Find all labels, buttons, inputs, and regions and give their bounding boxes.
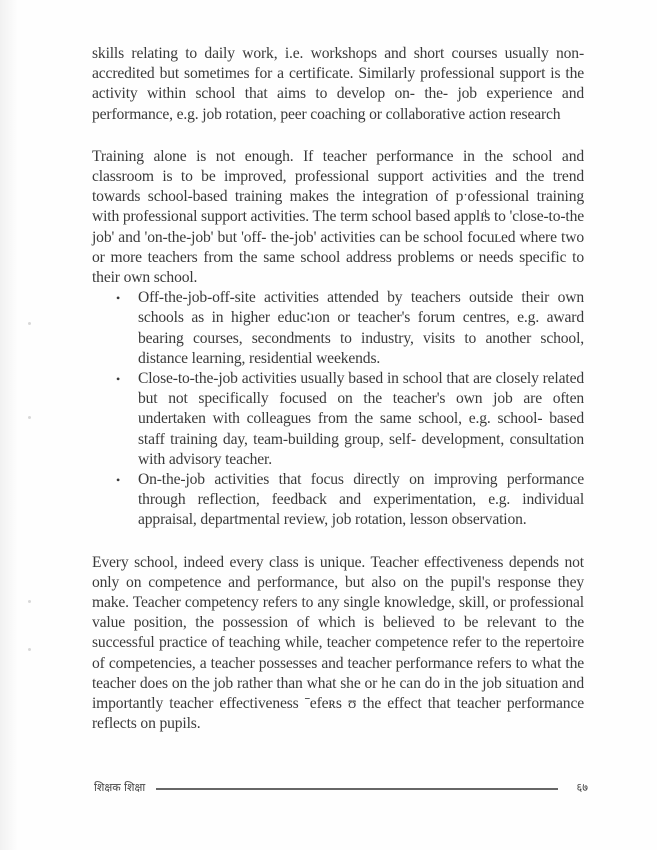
list-item-off-the-job <box>92 288 584 369</box>
scan-speck <box>28 416 31 419</box>
list-item-text: Close-to-the-job activities usually based in school that are closely related but not specifically focused on the teacher's own job are often undertaken with colleagues from the same school, e.g. school- based staff training day, team-building group, self- development, consultation with advisory teacher. <box>138 370 584 468</box>
list-item-close-to-the-job <box>92 369 584 470</box>
list-item-on-the-job <box>92 470 584 531</box>
page-number: ६७ <box>576 781 588 794</box>
activity-list <box>92 288 584 530</box>
page-footer <box>94 780 588 796</box>
scan-speck <box>28 648 31 651</box>
page-edge-shadow <box>0 0 18 850</box>
list-item-text: On-the-job activities that focus directly on improving performance through reflection, feedback and experimentation, e.g. individual appraisal, departmental review, job rotation, lesson observation. <box>138 471 584 529</box>
scan-speck <box>28 600 31 603</box>
bullet-icon: • <box>116 372 121 387</box>
scan-speck <box>28 322 31 325</box>
body-text <box>92 44 584 735</box>
list-item-text: Off-the-job-off-site activities attended by teachers outside their own schools as in higher educ∶ıon or teacher's forum centres, e.g. award bearing courses, secondments to industry, visits to another school, distance learning, residential weekends. <box>138 289 584 367</box>
bullet-icon: • <box>116 473 121 488</box>
bullet-icon: • <box>116 291 121 306</box>
paragraph-continuation: skills relating to daily work, i.e. workshops and short courses usually non-accredited but sometimes for a certificate. Similarly professional support is the activity within school that aims to develop on- the- job experience and performance, e.g. job rotation, peer coaching or collaborative action research <box>92 45 584 123</box>
paragraph-training: Training alone is not enough. If teacher performance in the school and classroom is to be improved, professional support activities and the trend towards school-based training makes the integration of pˑofessional training with professional support activities. The term school based applıͩs to 'close-to-the job' and 'on-the-job' but 'off- the-job' activities can be school focuʟed where two or more teachers from the same school address problems or needs specific to their own school. <box>92 147 584 287</box>
footer-rule <box>156 788 558 790</box>
paragraph-effectiveness: Every school, indeed every class is unique. Teacher effectiveness depends not only on competence and performance, but also on the pupil's response they make. Teacher competency refers to any single knowledge, skill, or professional value position, the possession of which is believed to be relevant to the successful practice of teaching while, teacher competence refer to the repertoire of competencies, a teacher possesses and teacher performance refers to what the teacher does on the job rather than what she or he can do in the job situation and importantly teacher effectiveness ˉefeʀs ʊ the effect that teacher performance reflects on pupils. <box>92 553 584 733</box>
footer-title: शिक्षक शिक्षा <box>94 781 146 794</box>
